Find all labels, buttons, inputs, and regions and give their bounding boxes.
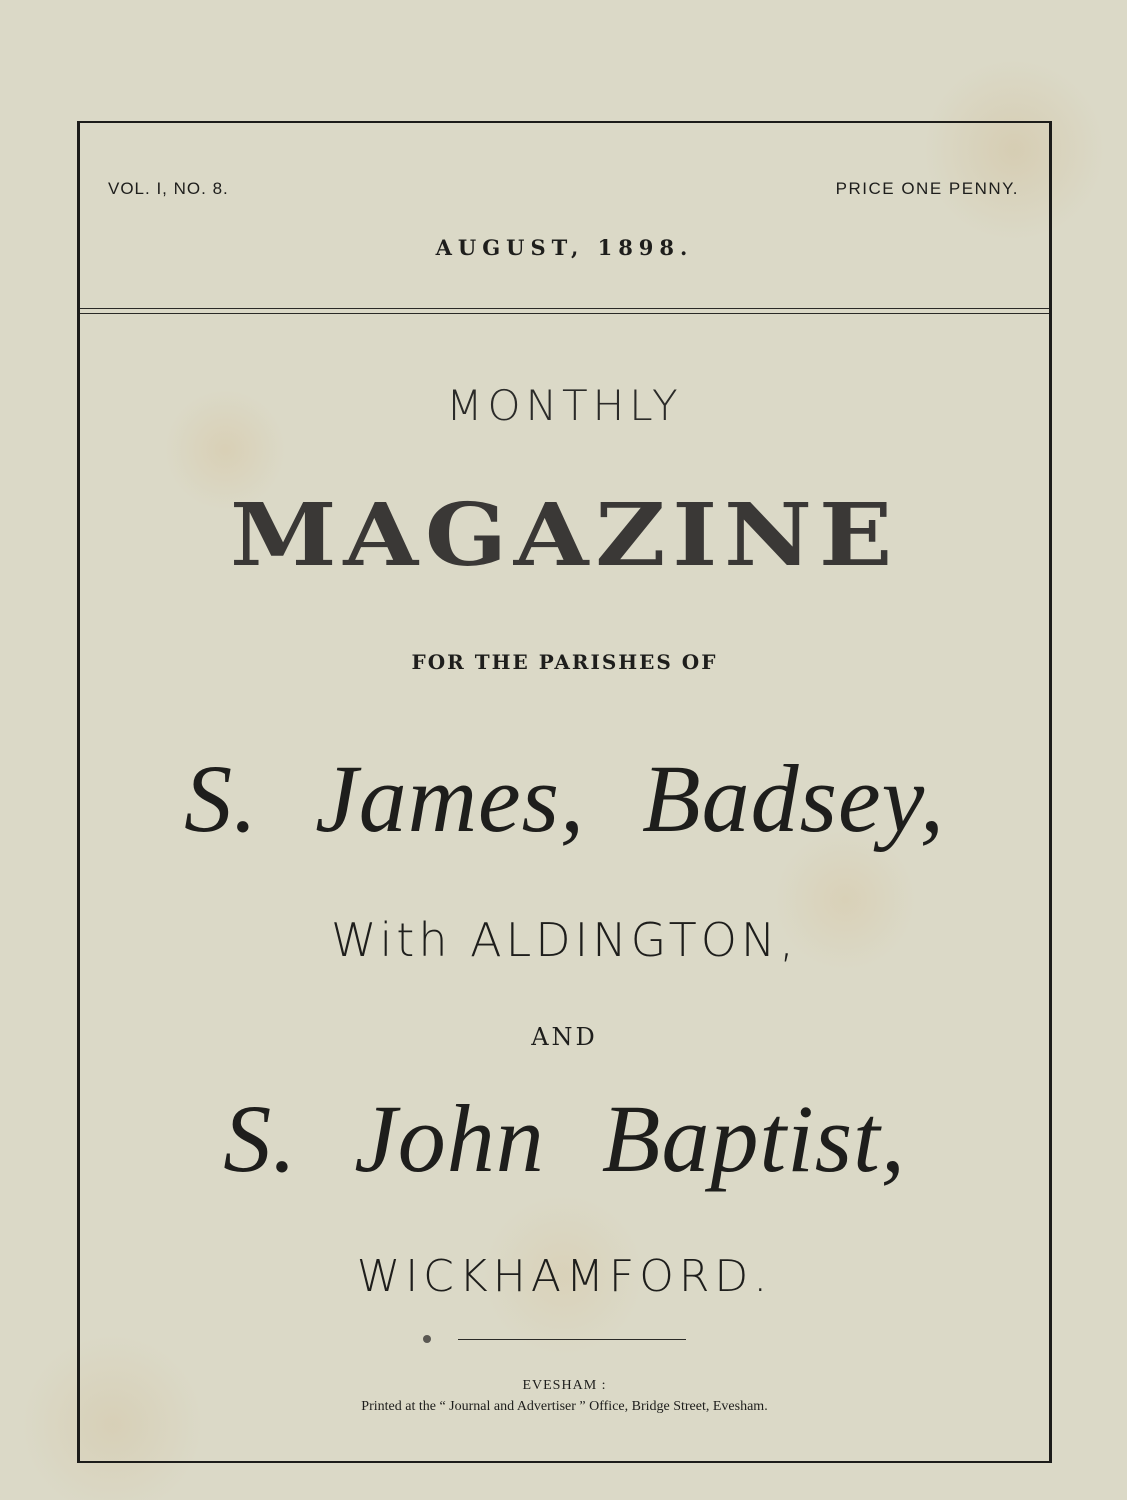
price-label: PRICE ONE PENNY. [835, 179, 1019, 198]
issue-date: AUGUST, 1898. [435, 235, 694, 260]
title-monthly: MONTHLY [446, 381, 683, 430]
header-row [80, 179, 1049, 203]
parish-aldington: With ALDINGTON, [331, 913, 798, 967]
parish-john-baptist: S. John Baptist, [223, 1085, 906, 1192]
page-border [77, 121, 1052, 1463]
parish-badsey: S. James, Badsey, [184, 745, 945, 852]
volume-number: VOL. I, NO. 8. [108, 179, 229, 198]
short-rule-divider [458, 1339, 686, 1340]
double-rule-divider [80, 308, 1049, 314]
imprint-town: EVESHAM : [522, 1378, 607, 1393]
imprint-printer: Printed at the “ Journal and Advertiser ” Office, Bridge Street, Evesham. [361, 1399, 768, 1414]
ink-dot [423, 1335, 431, 1343]
parish-wickhamford: WICKHAMFORD. [356, 1251, 773, 1302]
title-magazine: MAGAZINE [230, 485, 899, 586]
subtitle-parishes: FOR THE PARISHES OF [411, 650, 718, 674]
conjunction-and: AND [531, 1023, 598, 1051]
